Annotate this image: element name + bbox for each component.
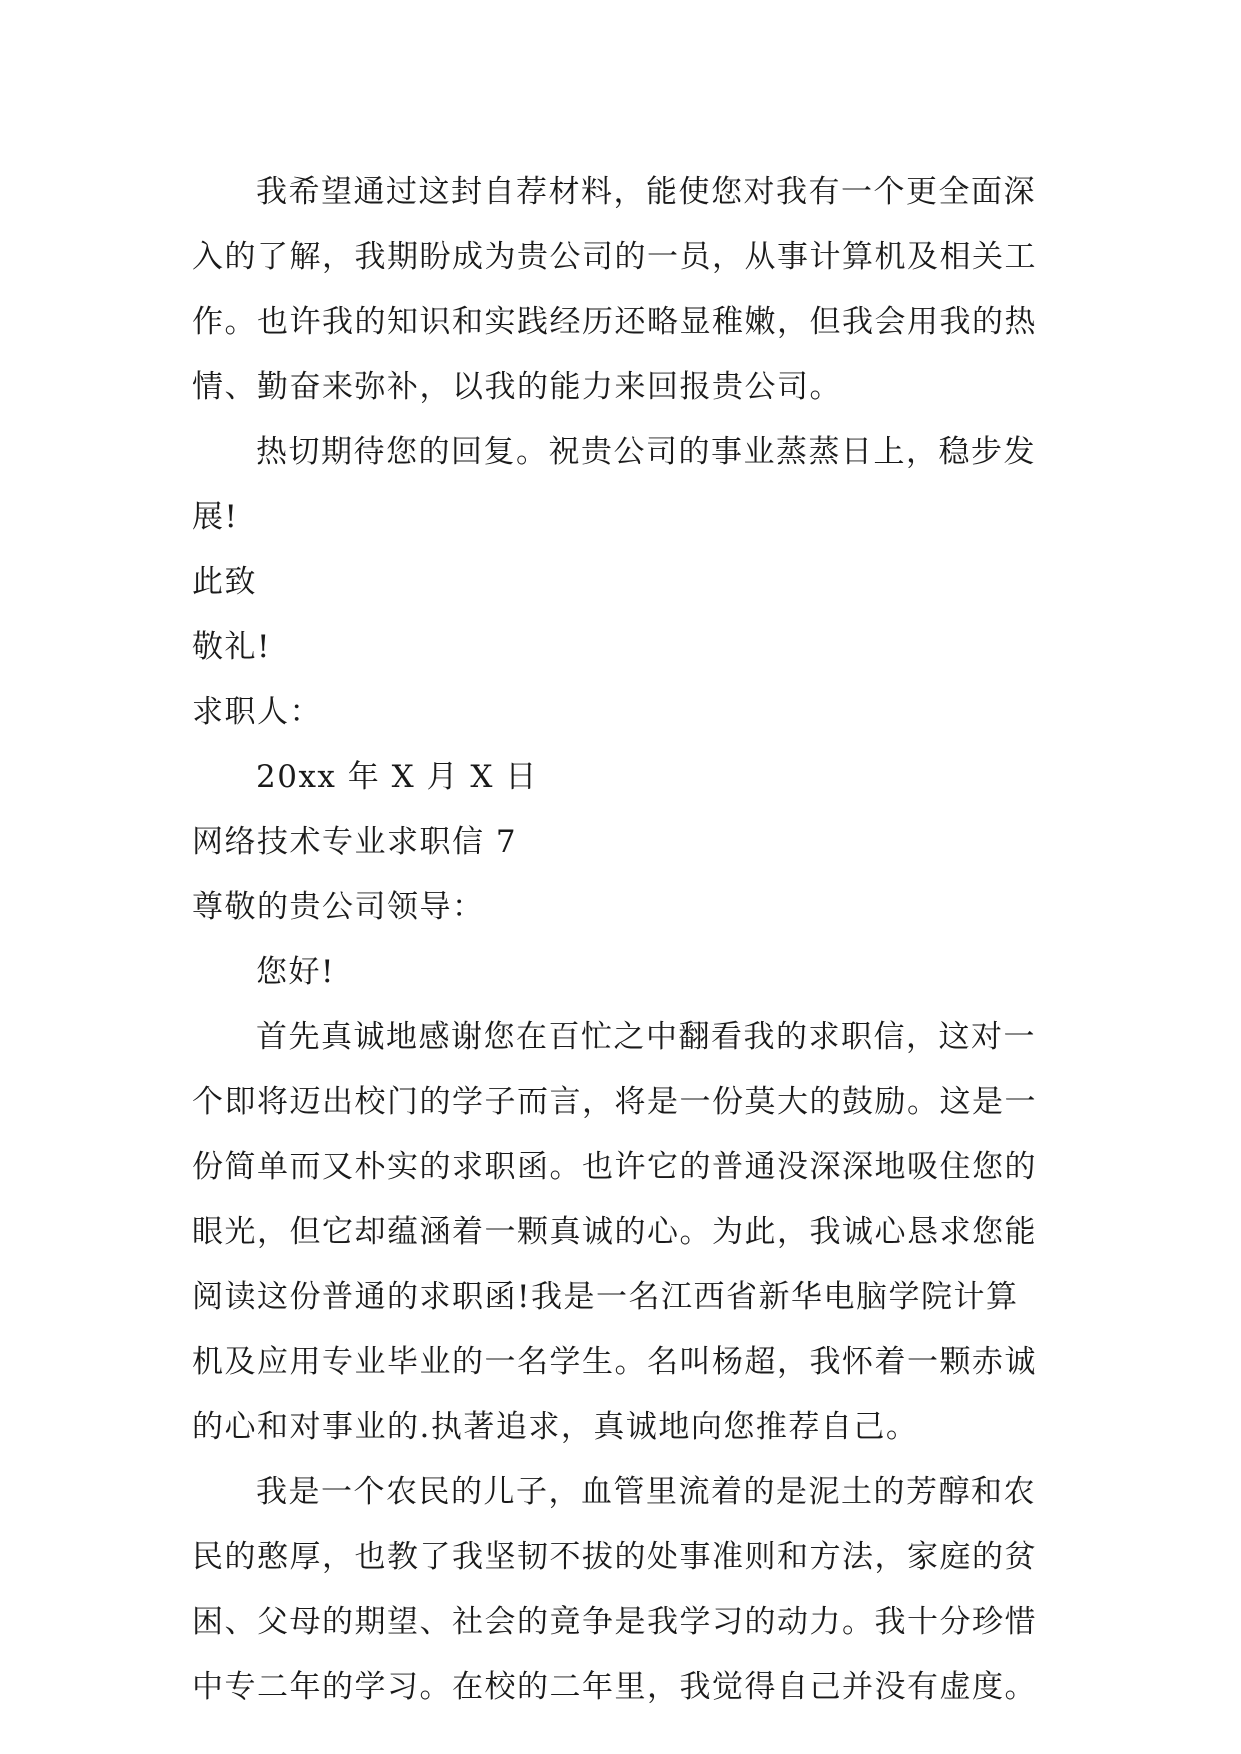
text-line: 入的了解，我期盼成为贵公司的一员，从事计算机及相关工 — [192, 239, 1037, 275]
text-line: 困、父母的期望、社会的竟争是我学习的动力。我十分珍惜 — [192, 1604, 1037, 1640]
document-page — [192, 160, 1072, 1720]
salutation: 尊敬的贵公司领导： — [192, 889, 485, 925]
text-line: 情、勤奋来弥补，以我的能力来回报贵公司。 — [192, 369, 842, 405]
text-line: 我希望通过这封自荐材料，能使您对我有一个更全面深 — [256, 174, 1036, 210]
text-line: 热切期待您的回复。祝贵公司的事业蒸蒸日上，稳步发 — [256, 434, 1036, 470]
closing-line: 此致 — [192, 564, 257, 600]
signature-label: 求职人： — [192, 694, 322, 730]
text-line: 的心和对事业的.执著追求，真诚地向您推荐自己。 — [192, 1409, 919, 1445]
text-line: 民的憨厚，也教了我坚韧不拔的处事准则和方法，家庭的贫 — [192, 1539, 1037, 1575]
text-line: 机及应用专业毕业的一名学生。名叫杨超，我怀着一颗赤诚 — [192, 1344, 1037, 1380]
closing-line: 敬礼! — [192, 629, 271, 665]
text-line: 中专二年的学习。在校的二年里，我觉得自己并没有虚度。 — [192, 1669, 1037, 1705]
greeting: 您好! — [256, 954, 335, 990]
text-line: 展! — [192, 499, 239, 535]
date-line: 20xx 年 X 月 X 日 — [256, 759, 538, 795]
text-line: 我是一个农民的儿子，血管里流着的是泥土的芳醇和农 — [256, 1474, 1036, 1510]
text-line: 首先真诚地感谢您在百忙之中翻看我的求职信，这对一 — [256, 1019, 1036, 1055]
text-line: 份简单而又朴实的求职函。也许它的普通没深深地吸住您的 — [192, 1149, 1037, 1185]
text-line: 眼光，但它却蕴涵着一颗真诚的心。为此，我诚心恳求您能 — [192, 1214, 1037, 1250]
letter-title: 网络技术专业求职信 7 — [192, 824, 518, 860]
text-line: 个即将迈出校门的学子而言，将是一份莫大的鼓励。这是一 — [192, 1084, 1037, 1120]
text-line: 作。也许我的知识和实践经历还略显稚嫩，但我会用我的热 — [192, 304, 1037, 340]
text-line: 阅读这份普通的求职函!我是一名江西省新华电脑学院计算 — [192, 1279, 1019, 1315]
